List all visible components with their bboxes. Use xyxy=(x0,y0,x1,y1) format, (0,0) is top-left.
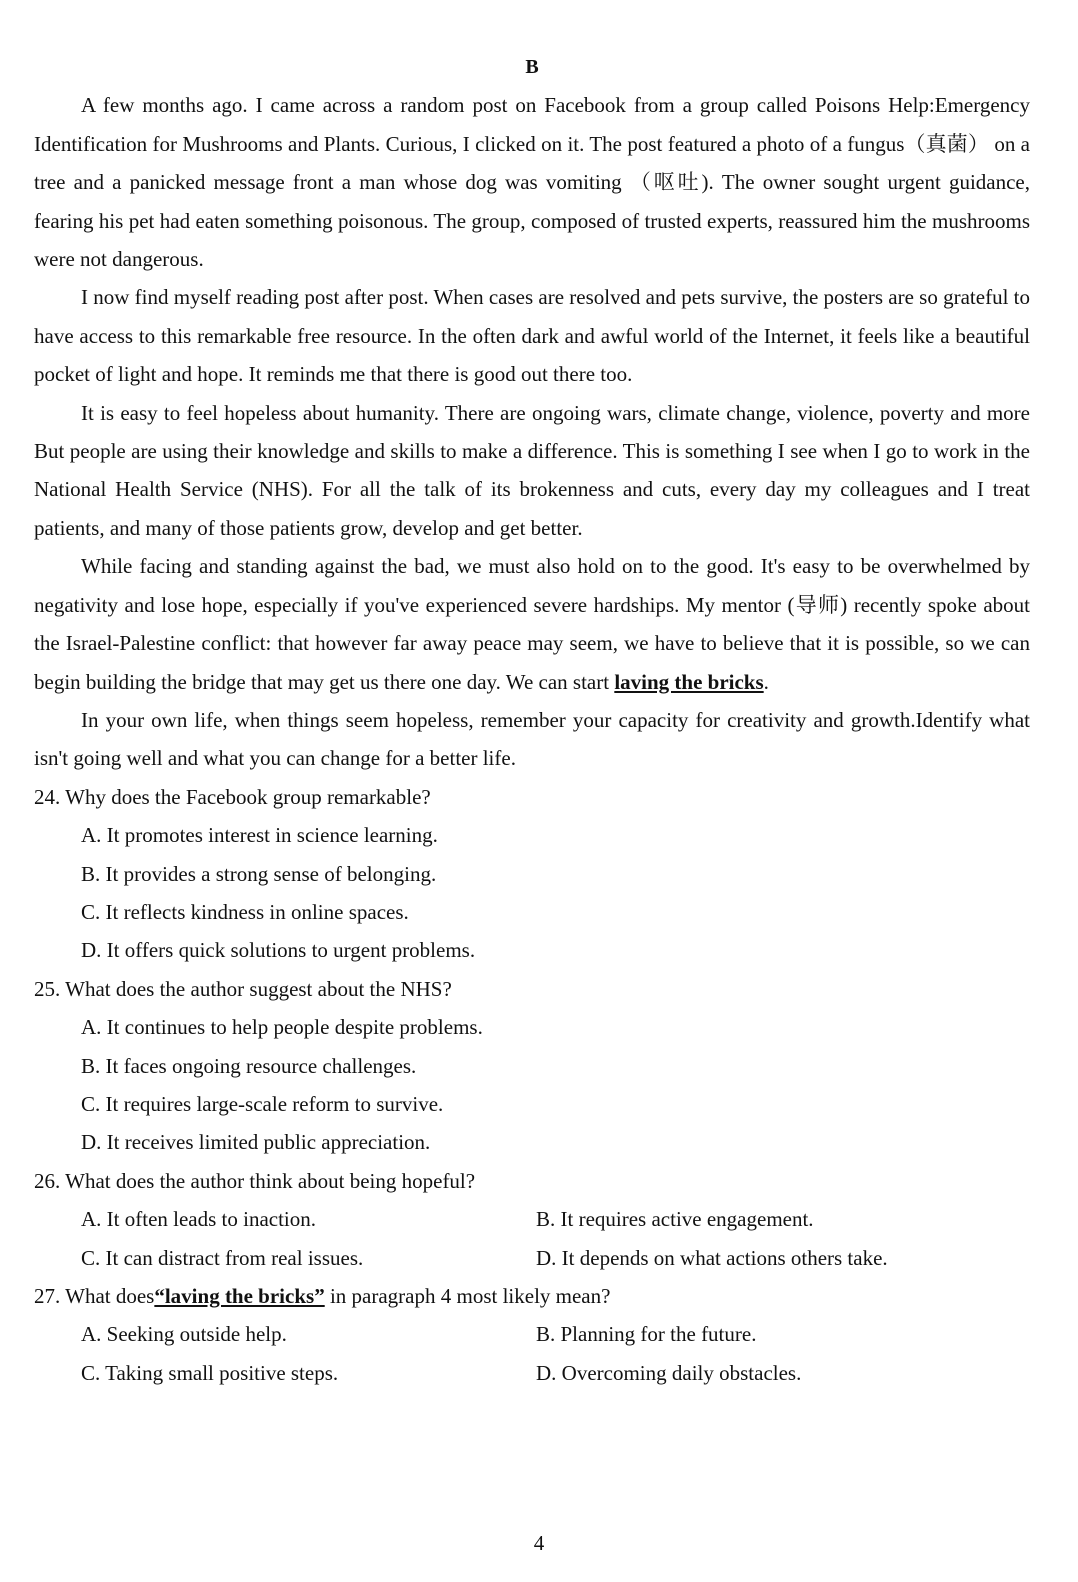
options-list xyxy=(34,816,1030,970)
question-stem xyxy=(34,1162,1030,1200)
passage xyxy=(34,86,1030,777)
question-text: 24. Why does the Facebook group remarkable? xyxy=(34,784,431,809)
options-list xyxy=(34,1315,1030,1392)
question-stem xyxy=(34,778,1030,816)
passage-paragraph-3 xyxy=(34,394,1030,548)
option-a[interactable]: A. It often leads to inaction. xyxy=(81,1207,317,1232)
option-c[interactable]: C. It reflects kindness in online spaces. xyxy=(81,899,409,924)
paragraph-text: In your own life, when things seem hopeless, remember your capacity for creativity and growth.Identify what isn't going well and what you can change for a better life. xyxy=(34,707,1030,771)
exam-page xyxy=(34,48,1030,1392)
paragraph-text: I now find myself reading post after post. When cases are resolved and pets survive, the posters are so grateful to have access to this remarkable free resource. In the often dark and awful world of the Internet, it feels like a beautiful pocket of light and hope. It reminds me that there is good out there too. xyxy=(34,285,1030,387)
question-text: 25. What does the author suggest about the NHS? xyxy=(34,976,452,1001)
question-27 xyxy=(34,1277,1030,1392)
options-list xyxy=(34,1008,1030,1162)
question-text: 27. What does xyxy=(34,1284,155,1308)
underlined-phrase: laving the bricks xyxy=(614,669,764,694)
question-25 xyxy=(34,970,1030,1162)
question-text: in paragraph 4 most likely mean? xyxy=(324,1284,611,1308)
question-text: 26. What does the author think about being hopeful? xyxy=(34,1168,476,1193)
underlined-phrase: “laving the bricks” xyxy=(154,1284,325,1308)
question-stem xyxy=(34,970,1030,1008)
passage-paragraph-4 xyxy=(34,547,1030,701)
options-list xyxy=(34,1200,1030,1277)
paragraph-text: A few months ago. I came across a random post on Facebook from a group called Poisons Help:Emergency Identification for Mushrooms and Plants. Curious, I clicked on it. The post featured a photo of a fungus（真菌） on a tree and a panicked message front a man whose dog was vomiting （呕吐). The owner sought urgent guidance, fearing his pet had eaten something poisonous. The group, composed of trusted experts, reassured him the mushrooms were not dangerous. xyxy=(34,93,1030,272)
question-24 xyxy=(34,778,1030,970)
option-b[interactable]: B. It faces ongoing resource challenges. xyxy=(81,1053,417,1078)
option-d[interactable]: D. It receives limited public appreciation. xyxy=(81,1130,431,1155)
paragraph-text: . xyxy=(763,669,769,694)
option-b[interactable]: B. It provides a strong sense of belonging. xyxy=(81,861,437,886)
paragraph-text: It is easy to feel hopeless about humanity. There are ongoing wars, climate change, violence, poverty and more But people are using their knowledge and skills to make a difference. This is something I see when I go to work in the National Health Service (NHS). For all the talk of its brokenness and cuts, every day my colleagues and I treat patients, and many of those patients grow, develop and get better. xyxy=(34,400,1030,540)
option-c[interactable]: C. Taking small positive steps. xyxy=(81,1360,339,1385)
passage-paragraph-2 xyxy=(34,278,1030,393)
page-number: 4 xyxy=(533,1531,545,1555)
option-a[interactable]: A. It promotes interest in science learning. xyxy=(81,823,438,848)
option-d[interactable]: D. It offers quick solutions to urgent problems. xyxy=(81,938,476,963)
passage-paragraph-5 xyxy=(34,701,1030,778)
paragraph-text: While facing and standing against the bad, we must also hold on to the good. It's easy to be overwhelmed by negativity and lose hope, especially if you've experienced severe hardships. My mentor (导师) recently spoke about the Israel-Palestine conflict: that however far away peace may seem, we have to believe that it is possible, so we can begin building the bridge that may get us there one day. We can start xyxy=(34,554,1030,694)
option-c[interactable]: C. It can distract from real issues. xyxy=(81,1245,364,1270)
option-c[interactable]: C. It requires large-scale reform to survive. xyxy=(81,1091,444,1116)
option-d[interactable]: D. Overcoming daily obstacles. xyxy=(536,1360,802,1385)
question-26 xyxy=(34,1162,1030,1277)
option-a[interactable]: A. It continues to help people despite problems. xyxy=(81,1015,483,1040)
question-stem xyxy=(34,1277,1030,1315)
passage-paragraph-1 xyxy=(34,86,1030,278)
section-title: B xyxy=(525,56,539,78)
option-a[interactable]: A. Seeking outside help. xyxy=(81,1322,287,1347)
option-d[interactable]: D. It depends on what actions others take. xyxy=(536,1245,888,1270)
option-b[interactable]: B. It requires active engagement. xyxy=(536,1207,814,1232)
option-b[interactable]: B. Planning for the future. xyxy=(536,1322,757,1347)
